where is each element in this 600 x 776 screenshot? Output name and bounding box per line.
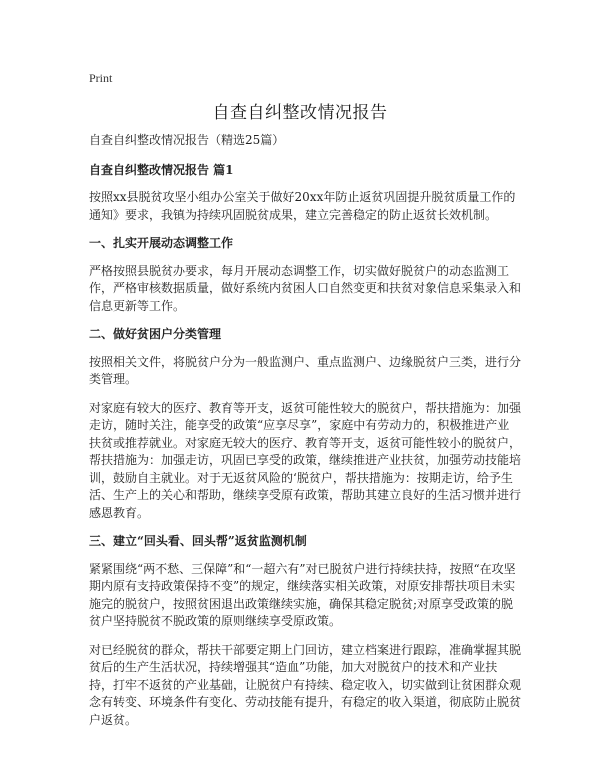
section-heading-classification: 二、做好贫困户分类管理 [89,327,222,341]
document-body [89,132,521,740]
paragraph-policy-support: 紧紧围绕“两不愁、三保障”和“一超六有”对已脱贫户进行持续扶持，按照“在攻坚期内原有支持政策保持不变”的规定，继续落实相关政策，对原安排帮扶项目未实施完的脱贫户，按照贫困退出政策继续实施，确保其稳定脱贫;对原享受政策的脱贫户坚持脱贫不脱政策的原则继续享受原政策。 [89,561,516,628]
paragraph-follow-up-visits: 对已经脱贫的群众，帮扶干部要定期上门回访，建立档案进行跟踪，准确掌握其脱贫后的生产生活状况，持续增强其“造血”功能，加大对脱贫户的技术和产业扶持，打牢不返贫的产业基础，让脱贫户有持续、稳定收入，切实做到让贫困群众观念有转变、环境条件有变化、劳动技能有提升，有稳定的收入渠道，彻底防止脱贫户返贫。 [89,642,522,727]
document-title: 自查自纠整改情况报告 [212,103,388,123]
section-heading-dynamic-adjustment: 一、扎实开展动态调整工作 [89,236,234,250]
section-heading-report-1: 自查自纠整改情况报告 篇1 [89,162,234,177]
document-subtitle: 自查自纠整改情况报告（精选25篇） [89,133,285,147]
paragraph-assistance-measures: 对家庭有较大的医疗、教育等开支，返贫可能性较大的脱贫户，帮扶措施为：加强走访，随时关注，能享受的政策“应享尽享”，家庭中有劳动力的，积极推进产业扶贫或推荐就业。对家庭无较大的医疗、教育等开支，返贫可能性较小的脱贫户，帮扶措施为：加强走访，巩固已享受的政策，继续推进产业扶贫，加强劳动技能培训，鼓励自主就业。对于无返贫风险的‘脱贫户，帮扶措施为：按期走访，给予生活、生产上的关心和帮助，继续享受原有政策，帮助其建立良好的生活习惯并进行感恩教育。 [89,400,522,520]
print-link[interactable]: Print [89,71,113,85]
section-heading-monitoring-mechanism: 三、建立“回头看、回头帮”返贫监测机制 [89,534,307,548]
paragraph-dynamic-adjustment: 严格按照县脱贫办要求，每月开展动态调整工作，切实做好脱贫户的动态监测工作，严格审核数据质量，做好系统内贫困人口自然变更和扶贫对象信息采集录入和信息更新等工作。 [89,263,522,313]
paragraph-classification: 按照相关文件，将脱贫户分为一般监测户、重点监测户、边缘脱贫户三类，进行分类管理。 [89,354,522,386]
paragraph-intro: 按照xx县脱贫攻坚小组办公室关于做好20xx年防止返贫巩固提升脱贫质量工作的通知》要求，我镇为持续巩固脱贫成果，建立完善稳定的防止返贫长效机制。 [89,190,516,222]
